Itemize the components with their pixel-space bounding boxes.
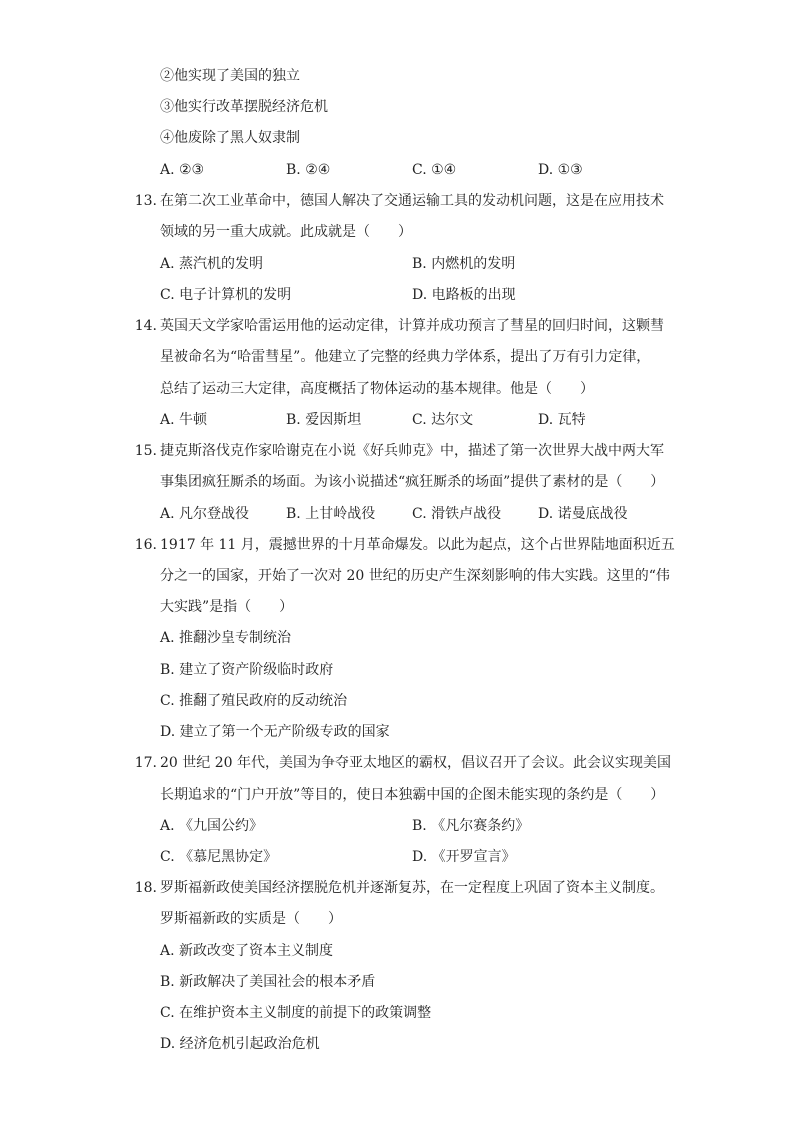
- question-14-line-3: 总结了运动三大定律，高度概括了物体运动的基本规律。他是（ ）: [160, 381, 594, 397]
- question-16-option-c[interactable]: C. 推翻了殖民政府的反动统治: [160, 693, 348, 709]
- question-17-line-1: 20 世纪 20 年代，美国为争夺亚太地区的霸权，倡议召开了会议。此会议实现美国: [160, 755, 671, 771]
- question-18-line-1: 罗斯福新政使美国经济摆脱危机并逐渐复苏，在一定程度上巩固了资本主义制度。: [160, 880, 664, 896]
- carryover-option-c[interactable]: C. ①④: [412, 162, 457, 178]
- question-17-option-c[interactable]: C. 《慕尼黑协定》: [160, 849, 278, 865]
- question-17-option-d[interactable]: D. 《开罗宣言》: [412, 849, 516, 865]
- question-13-line-1: 在第二次工业革命中，德国人解决了交通运输工具的发动机问题，这是在应用技术: [160, 193, 664, 209]
- question-14-option-b[interactable]: B. 爱因斯坦: [286, 412, 362, 428]
- question-18-option-a[interactable]: A. 新政改变了资本主义制度: [160, 943, 334, 959]
- question-18-option-c[interactable]: C. 在维护资本主义制度的前提下的政策调整: [160, 1005, 432, 1021]
- question-17-line-2: 长期追求的“门户开放”等目的，使日本独霸中国的企图未能实现的条约是（ ）: [160, 787, 665, 803]
- question-15-line-2: 事集团疯狂厮杀的场面。为该小说描述“疯狂厮杀的场面”提供了素材的是（ ）: [160, 474, 665, 490]
- question-18-option-d[interactable]: D. 经济危机引起政治危机: [160, 1036, 320, 1052]
- question-16-number: 16.: [134, 537, 157, 553]
- question-17-option-a[interactable]: A. 《九国公约》: [160, 818, 264, 834]
- question-13-number: 13.: [134, 193, 157, 209]
- question-15-line-1: 捷克斯洛伐克作家哈谢克在小说《好兵帅克》中，描述了第一次世界大战中两大军: [160, 443, 664, 459]
- question-14-option-c[interactable]: C. 达尔文: [412, 412, 474, 428]
- question-17-option-b[interactable]: B. 《凡尔赛条约》: [412, 818, 530, 834]
- carryover-option-b[interactable]: B. ②④: [286, 162, 331, 178]
- question-15-number: 15.: [134, 443, 157, 459]
- question-13-line-2: 领域的另一重大成就。此成就是（ ）: [160, 224, 412, 240]
- question-18-line-2: 罗斯福新政的实质是（ ）: [160, 911, 342, 927]
- carryover-option-a[interactable]: A. ②③: [160, 162, 205, 178]
- carryover-line-4: ④他废除了黑人奴隶制: [160, 130, 300, 146]
- question-15-option-a[interactable]: A. 凡尔登战役: [160, 506, 250, 522]
- question-13-option-c[interactable]: C. 电子计算机的发明: [160, 287, 292, 303]
- question-16-option-b[interactable]: B. 建立了资产阶级临时政府: [160, 662, 334, 678]
- question-14-line-1: 英国天文学家哈雷运用他的运动定律，计算并成功预言了彗星的回归时间，这颗彗: [160, 318, 664, 334]
- question-16-option-d[interactable]: D. 建立了第一个无产阶级专政的国家: [160, 724, 390, 740]
- question-14-line-2: 星被命名为“哈雷彗星”。他建立了完整的经典力学体系，提出了万有引力定律，: [160, 349, 651, 365]
- question-16-line-2: 分之一的国家，开始了一次对 20 世纪的历史产生深刻影响的伟大实践。这里的“伟: [160, 568, 670, 584]
- question-16-line-3: 大实践”是指（ ）: [160, 599, 294, 615]
- question-14-number: 14.: [134, 318, 157, 334]
- question-13-option-d[interactable]: D. 电路板的出现: [412, 287, 516, 303]
- carryover-line-2: ②他实现了美国的独立: [160, 68, 300, 84]
- carryover-line-3: ③他实行改革摆脱经济危机: [160, 99, 328, 115]
- question-15-option-c[interactable]: C. 滑铁卢战役: [412, 506, 502, 522]
- question-13-option-a[interactable]: A. 蒸汽机的发明: [160, 256, 264, 272]
- question-18-number: 18.: [134, 880, 157, 896]
- question-15-option-b[interactable]: B. 上甘岭战役: [286, 506, 376, 522]
- question-18-option-b[interactable]: B. 新政解决了美国社会的根本矛盾: [160, 974, 376, 990]
- question-16-option-a[interactable]: A. 推翻沙皇专制统治: [160, 630, 292, 646]
- question-17-number: 17.: [134, 755, 157, 771]
- question-13-option-b[interactable]: B. 内燃机的发明: [412, 256, 516, 272]
- carryover-option-d[interactable]: D. ①③: [538, 162, 583, 178]
- question-14-option-d[interactable]: D. 瓦特: [538, 412, 586, 428]
- question-15-option-d[interactable]: D. 诺曼底战役: [538, 506, 628, 522]
- question-16-line-1: 1917 年 11 月，震撼世界的十月革命爆发。以此为起点，这个占世界陆地面积近五: [160, 537, 675, 553]
- question-14-option-a[interactable]: A. 牛顿: [160, 412, 208, 428]
